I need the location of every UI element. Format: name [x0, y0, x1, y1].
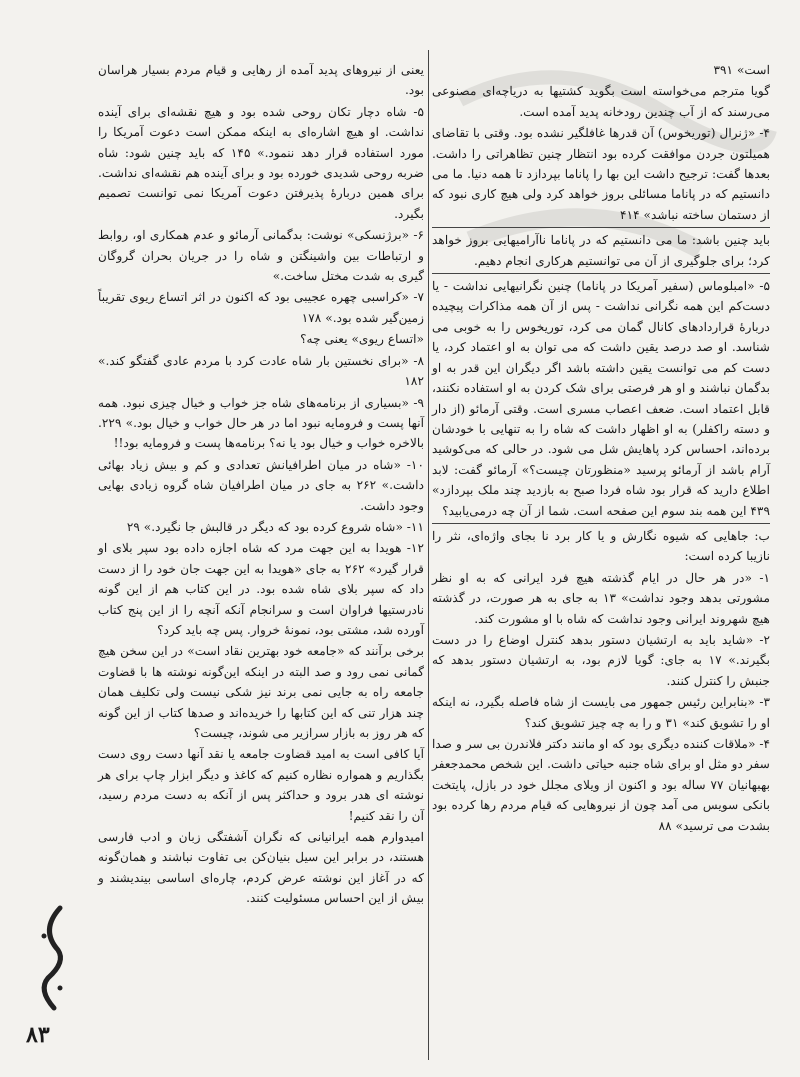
paragraph: ۵- «امبلوماس (سفیر آمریکا در پاناما) چنین نگرانیهایی نداشت - یا دست‌کم این همه نگرانی نداشت - پس از آن همه مذاکرات پیچیده دربارهٔ قراردادهای کانال گمان می کرد، توریخوس را به خوبی می شناسد. او صد درصد یقین داشت که می توان به او اعتماد کرد، یا دست کم می توانست یقین داشته باشد اگر دیگران این قدر به او بدگمان نباشند و او هر فرصتی برای شک کردن به او استفاده نکنند، قابل اعتماد است. ضعف اعصاب مسری است. وقتی آرمائو (از دار و دسته راکفلر) به او اظهار داشت که شاه را به تنهایی با خودشان برده‌اند، احساس کرد پاهایش شل می شود. در حالی که می‌کوشید آرام باشد از آرمائو پرسید «منظورتان چیست؟» آرمائو گفت: لابد اطلاع دارید که قرار بود شاه فردا صبح به بازدید چند ملک بپردازد» ۴۳۹ این همه بند سوم این صفحه است. شما از آن چه درمی‌یابید؟ — [432, 279, 770, 518]
paragraph: امیدوارم همه ایرانیانی که نگران آشفتگی زبان و ادب فارسی هستند، در برابر این سیل بنیان‌کن بی تفاوت نباشند و همان‌گونه که در آغاز این نوشته عرض کردم، چاره‌ای اساسی بیندیشند و بیش از این احساس مسئولیت کنند. — [98, 830, 424, 906]
page-number: ۸۳ — [26, 1022, 50, 1048]
paragraph: ۴- «ملاقات کننده دیگری بود که او مانند دکتر فلاندرن بی سر و صدا سفر دو مثل او برای شاه جنبه حیاتی داشت. این شخص محمدجعفر بهبهانیان ۷۷ ساله بود و اکنون از ویلای مجلل خود در بازل، پایتخت بانکی سویس می آمد چون از نیروهایی که قیام مردم رها کرده بود بشدت می ترسید» ۸۸ — [432, 737, 770, 833]
paragraph: ۵- شاه دچار تکان روحی شده بود و هیچ نقشه‌ای برای آینده نداشت. او هیچ اشاره‌ای به اینکه ممکن است دعوت آمریکا را مورد استفاده قرار دهد ننمود.» ۱۴۵ که باید چنین شود: شاه ضربه روحی شدیدی خورده بود و برای آینده هم نقشه‌ای نداشت. برای همین دربارهٔ پذیرفتن دعوت آمریکا نمی توانست تصمیم بگیرد. — [98, 104, 425, 221]
paragraph: یعنی از نیروهای پدید آمده از رهایی و قیام مردم بسیار هراسان بود. — [98, 63, 424, 98]
paragraph: ۴- «ژنرال (توریخوس) آن قدرها غافلگیر نشده بود. وقتی با تقاضای همیلتون جردن موافقت کرده بود انتظار چنین تظاهراتی را داشت. بعدها گفت: ترجیح داشت این بها را پاناما بپردازد تا همه دنیا. ما می دانستیم که در پاناما مسائلی بروز خواهد کرد ولی هیچ کاری نبود که از دستمان ساخته نباشد» ۴۱۴ — [432, 126, 770, 222]
column-divider — [428, 50, 429, 1060]
divider — [432, 227, 770, 228]
paragraph: ۷- «کراسبی چهره عجیبی بود که اکنون در اثر اتساع ریوی تقریباً زمین‌گیر شده بود.» ۱۷۸ — [98, 290, 424, 325]
right-column — [432, 60, 770, 837]
paragraph: باید چنین باشد: ما می دانستیم که در پاناما ناآرامیهایی بروز خواهد کرد؛ برای جلوگیری از آن می توانستیم هرکاری انجام دهیم. — [432, 233, 770, 268]
paragraph: ۱۰- «شاه در میان اطرافیانش تعدادی و کم و بیش زیاد بهائی داشت.» ۲۶۲ به جای در میان اطرافیان شاه گروه زیادی بهایی وجود داشت. — [98, 457, 425, 513]
paragraph: ۸- «برای نخستین بار شاه عادت کرد با مردم عادی گفتگو کند.» ۱۸۲ — [98, 353, 424, 389]
left-column — [98, 60, 424, 910]
paragraph: ب: جاهایی که شیوه نگارش و یا کار برد نا بجای واژه‌ای، نثر را نازیبا کرده است: — [432, 528, 770, 564]
paragraph: ۶- «برژنسکی» نوشت: بدگمانی آرمائو و عدم همکاری او، روابط و ارتباطات بین واشینگتن و شاه را در جریان بحران گروگان گیری به شدت مختل ساخت.» — [98, 228, 424, 284]
divider — [432, 273, 770, 274]
paragraph: ۲- «شاید باید به ارتشیان دستور بدهد کنترل اوضاع را در دست بگیرند.» ۱۷ به جای: گویا لازم بود، به ارتشیان دستور بدهد که جنبش را کنترل کنند. — [432, 632, 770, 688]
divider — [432, 523, 770, 524]
paragraph: است» ۳۹۱ — [713, 63, 770, 77]
paragraph: ۱۱- «شاه شروع کرده بود که دیگر در قالبش جا نگیرد.» ۲۹ — [126, 519, 424, 534]
paragraph: ۹- «بسیاری از برنامه‌های شاه جز خواب و خیال چیزی نبود. همه آنها پست و فرومایه نبود اما در هر حال خواب و خیال بود.» ۲۲۹. بالاخره خواب و خیال بود یا نه؟ برنامه‌ها پست و فرومایه بود!! — [98, 395, 424, 451]
paragraph: ۱۲- هویدا به این جهت مرد که شاه اجازه داده بود سپر بلای او قرار گیرد» ۲۶۲ به جای «هویدا به این جهت جان خود را از دست داد که سپر بلای شاه شده بود. در این کتاب هم از این گونه نادرستیها فراوان است و سرانجام آنکه آنچه را از این پنج کتاب آورده شد، مشتی بود، نمونهٔ خروار. پس چه باید کرد؟ — [98, 541, 424, 637]
paragraph: آیا کافی است به امید قضاوت جامعه یا نقد آنها دست روی دست بگذاریم و همواره نظاره کنیم که کاغذ و دیگر ابزار چاپ برای هر نوشته ای هدر برود و حداکثر پس از آنکه به دست مردم رسید، آن را نقد کنیم! — [98, 747, 424, 823]
paragraph: ۳- «بنابراین رئیس جمهور می بایست از شاه فاصله بگیرد، نه اینکه او را تشویق کند» ۳۱ و را به چه چیز تشویق کند؟ — [432, 695, 770, 730]
paragraph: ۱- «در هر حال در ایام گذشته هیچ فرد ایرانی که به او نظر مشورتی بدهد وجود نداشت» ۱۳ به جای به هر صورت، در گذشته هیچ شهروند ایرانی وجود نداشت که شاه با او مشورت کند. — [432, 570, 770, 626]
magazine-logo — [30, 900, 70, 1020]
paragraph: برخی برآنند که «جامعه خود بهترین نقاد است» در این سخن هیچ گمانی نمی رود و صد البته در اینکه این‌گونه نوشته ها با قضاوت جامعه راه به جایی نمی برند نیز شکی نیست ولی تکلیف همان چند هزار تنی که این کتابها را خریده‌اند و صدها کتاب از این گونه که هر روز به بازار سرازیر می شوند، چیست؟ — [98, 644, 424, 740]
paragraph: «اتساع ریوی» یعنی چه؟ — [300, 332, 424, 347]
paragraph: گویا مترجم می‌خواسته است بگوید کشتیها به دریاچه‌ای مصنوعی می‌رسند که از آب چندین رودخانه پدید آمده است. — [432, 84, 770, 119]
